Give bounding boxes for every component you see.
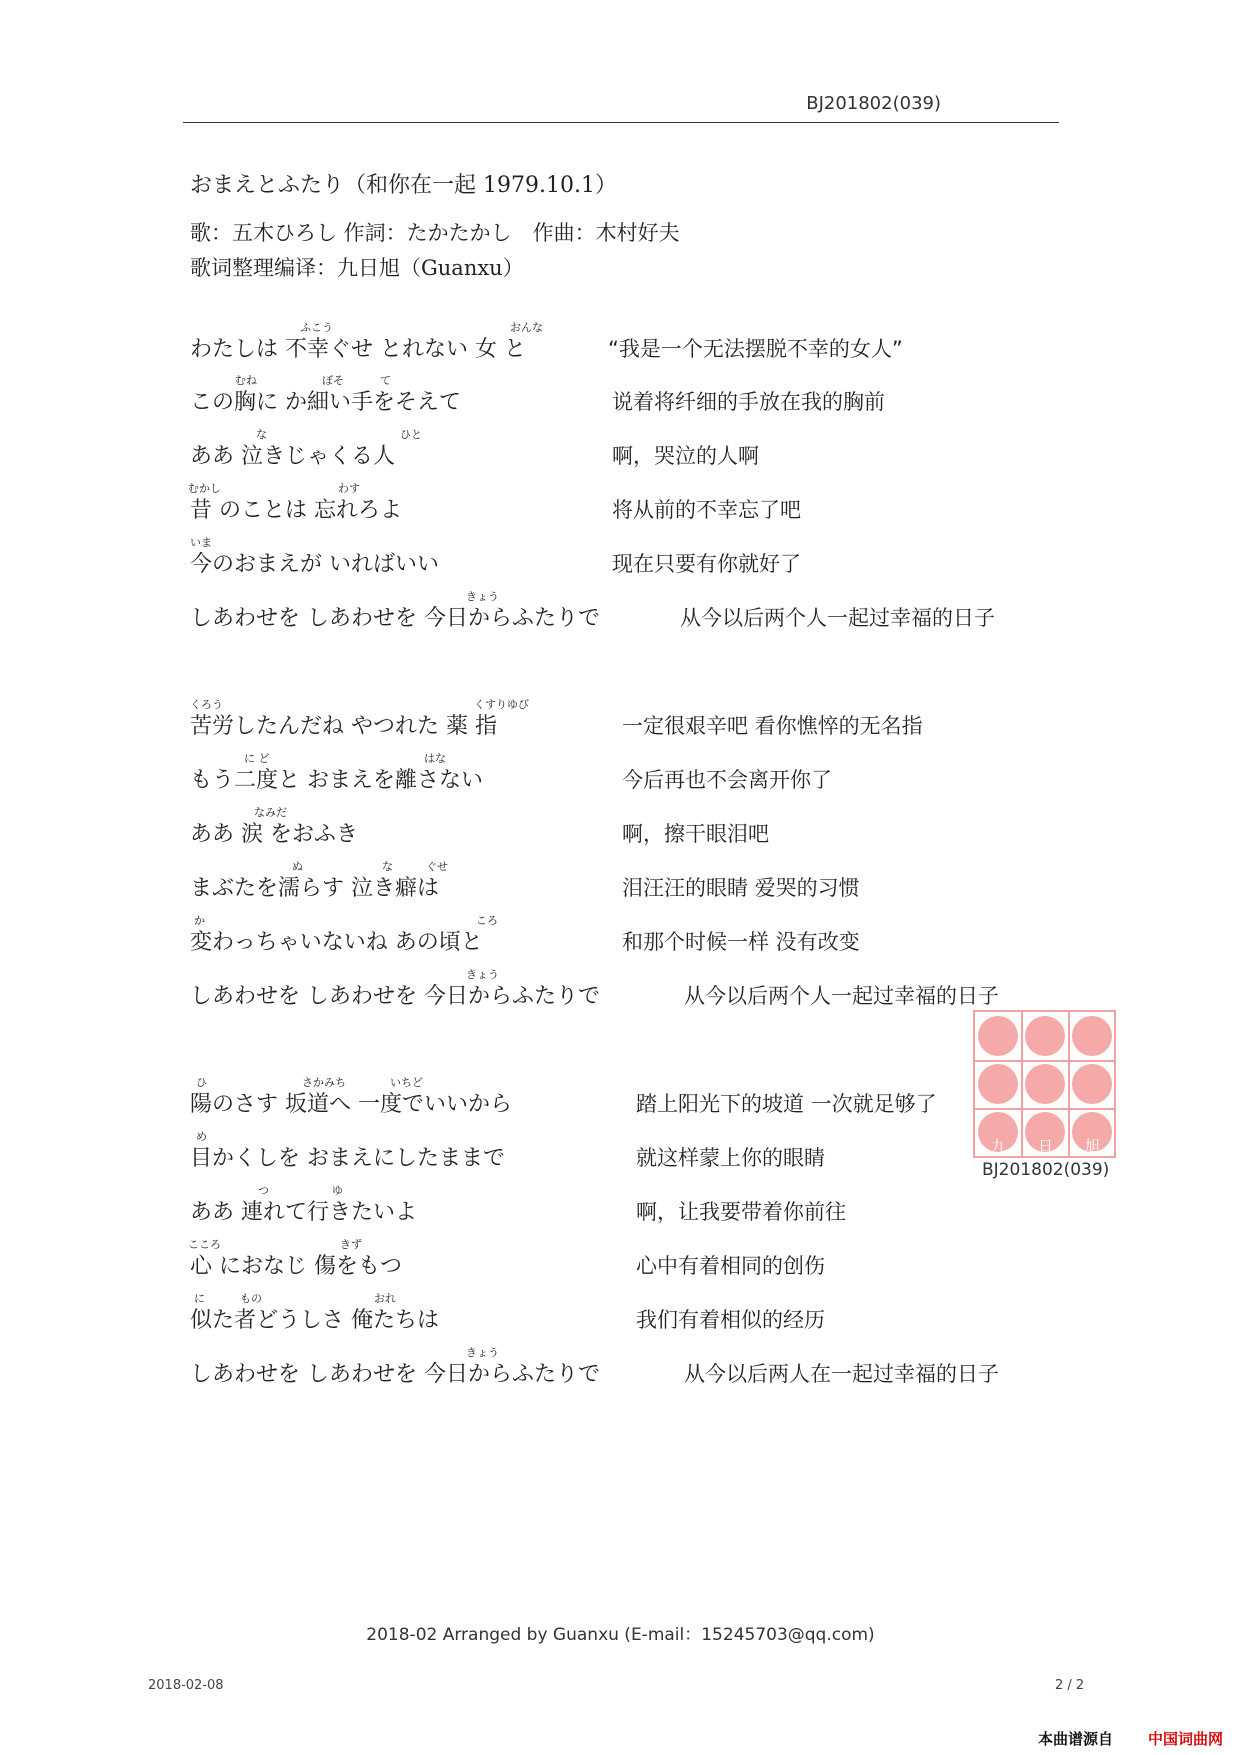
ruby-text: ゆ: [332, 1184, 343, 1197]
ruby-text: に ど: [244, 752, 270, 765]
lyric-line-jp: まぶたを濡らす 泣き癖は: [190, 876, 439, 901]
lyric-line-jp: しあわせを しあわせを 今日からふたりで: [190, 984, 600, 1009]
ruby-text: はな: [424, 752, 446, 765]
ruby-text: むね: [235, 374, 257, 387]
ruby-text: ぼそ: [322, 374, 344, 387]
ruby-text: ふこう: [300, 321, 333, 334]
lyric-line-jp: 心 におなじ 傷をもつ: [190, 1254, 402, 1279]
footer-credit: 2018-02 Arranged by Guanxu (E-mail：15245703@qq.com): [366, 1625, 875, 1645]
ruby-text: さかみち: [302, 1076, 346, 1089]
ruby-text: もの: [240, 1292, 262, 1305]
lyric-line-jp: ああ 泣きじゃくる人: [190, 444, 395, 469]
lyric-line-jp: ああ 連れて行きたいよ: [190, 1200, 417, 1225]
lyric-line-jp: 今のおまえが いればいい: [190, 552, 439, 577]
lyric-line-cn: 就这样蒙上你的眼睛: [636, 1146, 825, 1170]
lyric-line-jp: しあわせを しあわせを 今日からふたりで: [190, 606, 600, 631]
ruby-text: きょう: [466, 968, 499, 981]
stamp-dot: [978, 1064, 1018, 1104]
ruby-text: か: [194, 914, 205, 927]
lyric-line-cn: 今后再也不会离开你了: [622, 768, 832, 792]
ruby-text: ひ: [196, 1076, 207, 1089]
stamp-char: 九: [990, 1137, 1006, 1155]
ruby-text: ころ: [476, 914, 498, 927]
ruby-text: きょう: [466, 1346, 499, 1359]
lyric-line-cn: 从今以后两人在一起过幸福的日子: [684, 1362, 999, 1386]
watermark-stamp: [973, 1010, 1116, 1158]
ruby-text: おれ: [374, 1292, 396, 1305]
source-prefix: 本曲谱源自: [1038, 1730, 1114, 1748]
lyric-line-jp: 似た者どうしさ 俺たちは: [190, 1308, 439, 1333]
lyric-line-jp: もう二度と おまえを離さない: [190, 768, 483, 793]
stamp-dot: [978, 1016, 1018, 1056]
page-number: 2 / 2: [1055, 1678, 1085, 1693]
ruby-text: わす: [338, 482, 360, 495]
lyric-line-cn: 泪汪汪的眼睛 爱哭的习惯: [622, 876, 860, 900]
stamp-grid-line: [975, 1108, 1114, 1110]
header-rule: [183, 122, 1059, 123]
lyric-line-jp: 昔 のことは 忘れろよ: [190, 498, 402, 523]
ruby-text: おんな: [510, 321, 543, 334]
lyric-line-jp: 苦労したんだね やつれた 薬 指: [190, 714, 497, 739]
lyric-line-jp: 陽のさす 坂道へ 一度でいいから: [190, 1092, 512, 1117]
lyric-line-jp: この胸に か細い手をそえて: [190, 390, 461, 415]
ruby-text: むかし: [188, 482, 221, 495]
stamp-dot: [1072, 1064, 1112, 1104]
ruby-text: め: [196, 1130, 207, 1143]
source-site-link[interactable]: 中国词曲网: [1148, 1730, 1224, 1748]
ruby-text: きず: [340, 1238, 362, 1251]
lyric-line-jp: 目かくしを おまえにしたままで: [190, 1146, 505, 1171]
ruby-text: くろう: [190, 698, 223, 711]
lyric-line-cn: 我们有着相似的经历: [636, 1308, 825, 1332]
ruby-text: な: [256, 428, 267, 441]
lyric-line-cn: 啊，让我要带着你前往: [636, 1200, 846, 1224]
stamp-dot: [1025, 1016, 1065, 1056]
ruby-text: くすりゆび: [474, 698, 529, 711]
lyric-line-cn: 将从前的不幸忘了吧: [612, 498, 801, 522]
lyric-line-cn: 和那个时候一样 没有改变: [622, 930, 860, 954]
lyric-line-cn: 现在只要有你就好了: [612, 552, 801, 576]
lyric-line-jp: ああ 涙 をおふき: [190, 822, 358, 847]
ruby-text: きょう: [466, 590, 499, 603]
stamp-char: 日: [1037, 1137, 1053, 1155]
footer-date: 2018-02-08: [148, 1678, 224, 1693]
lyric-line-jp: 変わっちゃいないね あの頃と: [190, 930, 483, 955]
ruby-text: ひと: [400, 428, 422, 441]
stamp-dot: [1025, 1064, 1065, 1104]
ruby-text: ぐせ: [426, 860, 448, 873]
ruby-text: ぬ: [292, 860, 303, 873]
stamp-dot: [1072, 1016, 1112, 1056]
song-title: おまえとふたり（和你在一起 1979.10.1）: [190, 173, 617, 198]
lyric-line-cn: “我是一个无法摆脱不幸的女人”: [608, 337, 903, 361]
ruby-text: なみだ: [254, 806, 287, 819]
lyric-line-cn: 从今以后两个人一起过幸福的日子: [684, 984, 999, 1008]
lyric-line-cn: 心中有着相同的创伤: [636, 1254, 825, 1278]
arranger-credit: 歌词整理编译：九日旭（Guanxu）: [190, 256, 524, 280]
ruby-text: つ: [258, 1184, 269, 1197]
stamp-char: 旭: [1084, 1137, 1100, 1155]
lyric-line-jp: しあわせを しあわせを 今日からふたりで: [190, 1362, 600, 1387]
lyric-line-cn: 从今以后两个人一起过幸福的日子: [680, 606, 995, 630]
song-credits: 歌：五木ひろし 作詞：たかたかし 作曲：木村好夫: [190, 221, 680, 245]
ruby-text: こころ: [188, 1238, 221, 1251]
lyric-line-cn: 啊，擦干眼泪吧: [622, 822, 769, 846]
ruby-text: に: [194, 1292, 205, 1305]
ruby-text: て: [380, 374, 391, 387]
stamp-grid-line: [975, 1060, 1114, 1062]
stamp-code: BJ201802(039): [982, 1160, 1110, 1180]
ruby-text: な: [382, 860, 393, 873]
ruby-text: いま: [190, 536, 212, 549]
lyric-line-jp: わたしは 不幸ぐせ とれない 女 と: [190, 337, 526, 362]
document-code: BJ201802(039): [806, 93, 941, 114]
lyric-line-cn: 踏上阳光下的坡道 一次就足够了: [636, 1092, 937, 1116]
ruby-text: いちど: [390, 1076, 423, 1089]
lyric-line-cn: 一定很艰辛吧 看你憔悴的无名指: [622, 714, 923, 738]
lyric-line-cn: 说着将纤细的手放在我的胸前: [612, 390, 885, 414]
lyric-line-cn: 啊，哭泣的人啊: [612, 444, 759, 468]
